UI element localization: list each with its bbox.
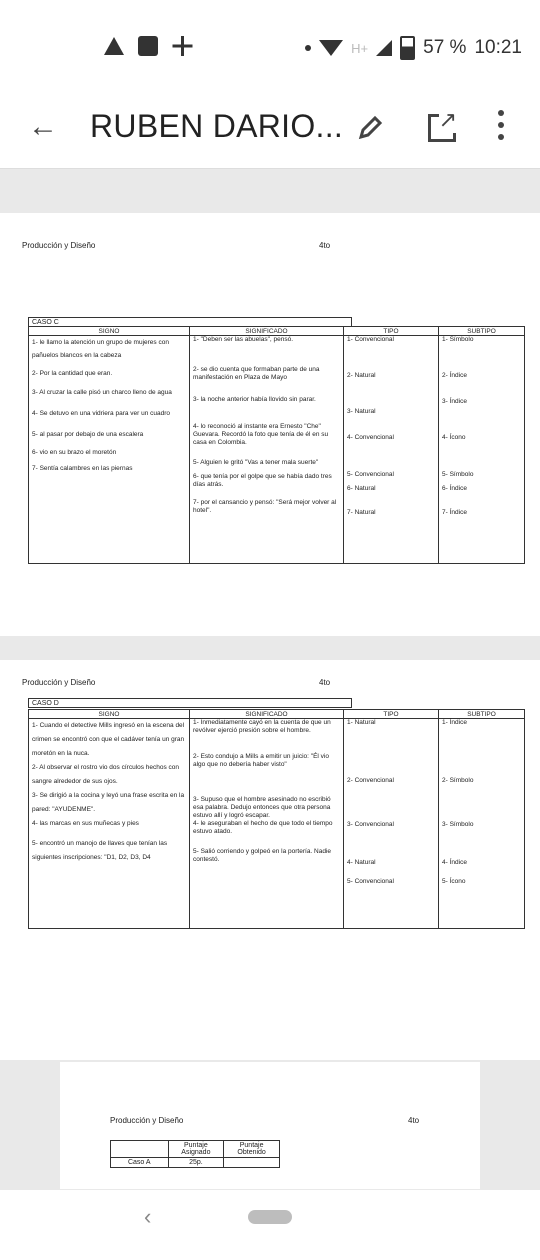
tipo-cell bbox=[344, 719, 439, 929]
significado-cell bbox=[190, 336, 344, 564]
subtipo-item: 4- Ícono bbox=[442, 434, 466, 442]
significado-item: 7- por el cansancio y pensó: "Será mejor volver al hotel". bbox=[193, 499, 337, 515]
subtipo-item: 4- Índice bbox=[442, 859, 467, 867]
signo-item: 4- las marcas en sus muñecas y pies bbox=[32, 820, 139, 827]
signal-icon bbox=[376, 40, 392, 56]
signo-item: 3- Se dirigió a la cocina y leyó una frase escrita en la pared: "AYUDENME". bbox=[32, 792, 185, 813]
clock: 10:21 bbox=[474, 37, 522, 58]
signo-item: 4- Se detuvo en una vidriera para ver un cuadro bbox=[32, 410, 171, 418]
tipo-item: 4- Natural bbox=[347, 859, 376, 867]
column-header: SIGNO bbox=[29, 327, 190, 336]
signo-item: 2- Al observar el rostro vio dos círculos hechos con sangre alrededor de sus ojos. bbox=[32, 764, 180, 785]
pencil-edit-icon[interactable] bbox=[356, 114, 384, 142]
page-header-left: Producción y Diseño bbox=[22, 241, 96, 250]
subtipo-item: 3- Símbolo bbox=[442, 821, 474, 829]
significado-item: 2- Esto condujo a Mills a emitir un juicio: "Él vio algo que no debería haber visto" bbox=[193, 753, 329, 769]
page-header-left: Producción y Diseño bbox=[22, 678, 96, 687]
column-header: SUBTIPO bbox=[439, 710, 525, 719]
network-type: H+ bbox=[351, 40, 369, 56]
subtipo-item: 2- Índice bbox=[442, 372, 467, 380]
signo-item: 5- encontró un manojo de llaves que tenían las siguientes inscripciones: "D1, D2, D3, D4 bbox=[32, 840, 168, 861]
subtipo-cell bbox=[439, 719, 525, 929]
nav-home-pill[interactable] bbox=[248, 1210, 292, 1224]
score-header-obtained: Puntaje Obtenido bbox=[224, 1141, 280, 1158]
column-header: SIGNO bbox=[29, 710, 190, 719]
tipo-item: 1- Convencional bbox=[347, 336, 394, 343]
more-options-icon[interactable] bbox=[498, 110, 504, 146]
status-bar bbox=[0, 0, 540, 92]
tipo-item: 7- Natural bbox=[347, 508, 376, 516]
subtipo-item: 2- Símbolo bbox=[442, 777, 474, 785]
significado-item: 4- le aseguraban el hecho de que todo el tiempo estuvo atado. bbox=[193, 819, 333, 835]
signs-table bbox=[28, 326, 525, 564]
score-row-assigned: 25p. bbox=[168, 1158, 224, 1168]
signo-item: 6- vio en su brazo el moretón bbox=[32, 449, 117, 457]
signo-item: 7- Sentía calambres en las piernas bbox=[32, 465, 133, 473]
score-header-assigned: Puntaje Asignado bbox=[168, 1141, 224, 1158]
document-page-2 bbox=[0, 660, 540, 1060]
tipo-item: 2- Natural bbox=[347, 372, 376, 380]
page-header-right: 4to bbox=[319, 678, 331, 687]
tipo-item: 1- Natural bbox=[347, 719, 376, 726]
column-header: TIPO bbox=[344, 327, 439, 336]
tipo-item: 4- Convencional bbox=[347, 434, 394, 442]
column-header: SUBTIPO bbox=[439, 327, 525, 336]
signo-item: 3- Al cruzar la calle pisó un charco lleno de agua bbox=[32, 389, 172, 397]
battery-percent: 57 % bbox=[423, 37, 467, 58]
significado-item: 2- se dio cuenta que formaban parte de una manifestación en Plaza de Mayo bbox=[193, 366, 320, 382]
significado-item: 5- Alguien le gritó "Vas a tener mala suerte" bbox=[193, 458, 319, 466]
signo-cell bbox=[29, 336, 190, 564]
tipo-item: 6- Natural bbox=[347, 484, 376, 492]
document-page-3 bbox=[60, 1062, 480, 1189]
subtipo-item: 5- Ícono bbox=[442, 877, 466, 885]
signo-item: 5- al pasar por debajo de una escalera bbox=[32, 431, 144, 439]
back-arrow-icon[interactable]: ← bbox=[28, 110, 58, 143]
significado-item: 3- la noche anterior había llovido sin parar. bbox=[193, 396, 316, 404]
score-header-empty bbox=[111, 1141, 169, 1158]
page-header-left: Producción y Diseño bbox=[110, 1116, 184, 1125]
tipo-item: 5- Convencional bbox=[347, 877, 394, 885]
subtipo-cell bbox=[439, 336, 525, 564]
score-table bbox=[110, 1140, 280, 1168]
document-page-1 bbox=[0, 213, 540, 636]
significado-item: 4- lo reconoció al instante era Ernesto "Che" Guevara. Recordó la foto que tenía de él en su casa en Colombia. bbox=[193, 422, 329, 446]
signo-item: 1- Cuando el detective Mills ingresó en la escena del crimen se encontró con que el cadáver tenía un gran moretón en la nuca. bbox=[32, 722, 185, 757]
column-header: SIGNIFICADO bbox=[190, 710, 344, 719]
signs-table bbox=[28, 709, 525, 929]
battery-icon bbox=[400, 36, 415, 60]
subtipo-item: 1- Símbolo bbox=[442, 336, 474, 343]
significado-cell bbox=[190, 719, 344, 929]
subtipo-item: 1- Índice bbox=[442, 719, 467, 726]
subtipo-item: 6- Índice bbox=[442, 484, 467, 492]
case-title: CASO D bbox=[28, 698, 352, 708]
signo-item: 1- le llamo la atención un grupo de mujeres con pañuelos blancos en la cabeza bbox=[32, 339, 169, 359]
notification-app-icon bbox=[138, 36, 158, 56]
nav-back-icon[interactable]: ‹ bbox=[144, 1204, 152, 1229]
page-header-right: 4to bbox=[319, 241, 331, 250]
significado-item: 6- que tenía por el golpe que se había dado tres días atrás. bbox=[193, 473, 332, 489]
score-row-obtained bbox=[224, 1158, 280, 1168]
tipo-item: 5- Convencional bbox=[347, 470, 394, 478]
app-bar bbox=[0, 92, 540, 169]
significado-item: 1- Inmediatamente cayó en la cuenta de que un revólver ejerció presión sobre el hombre. bbox=[193, 719, 331, 735]
tipo-item: 3- Convencional bbox=[347, 821, 394, 829]
subtipo-item: 5- Símbolo bbox=[442, 470, 474, 478]
wifi-icon bbox=[319, 40, 343, 56]
case-title: CASO C bbox=[28, 317, 352, 327]
column-header: TIPO bbox=[344, 710, 439, 719]
warning-icon bbox=[104, 37, 124, 55]
score-row-label: Caso A bbox=[111, 1158, 169, 1168]
signo-cell bbox=[29, 719, 190, 929]
notification-app-icon-2 bbox=[172, 36, 192, 56]
signo-item: 2- Por la cantidad que eran. bbox=[32, 370, 113, 377]
significado-item: 3- Supuso que el hombre asesinado no escribió esa palabra. Dedujo entonces que otra persona estuvo allí y logró escapar. bbox=[193, 795, 331, 819]
subtipo-item: 7- Índice bbox=[442, 508, 467, 516]
tipo-item: 3- Natural bbox=[347, 408, 376, 416]
tipo-item: 2- Convencional bbox=[347, 777, 394, 785]
notification-dot-icon bbox=[305, 45, 311, 51]
page-header-right: 4to bbox=[408, 1116, 420, 1125]
significado-item: 1- "Deben ser las abuelas", pensó. bbox=[193, 336, 294, 343]
significado-item: 5- Salió corriendo y golpeó en la portería. Nadie contestó. bbox=[193, 848, 332, 864]
column-header: SIGNIFICADO bbox=[190, 327, 344, 336]
subtipo-item: 3- Índice bbox=[442, 398, 467, 406]
system-nav-bar bbox=[0, 1190, 540, 1260]
document-title: RUBEN DARIO... bbox=[90, 108, 344, 144]
tipo-cell bbox=[344, 336, 439, 564]
open-external-icon[interactable] bbox=[428, 114, 456, 142]
